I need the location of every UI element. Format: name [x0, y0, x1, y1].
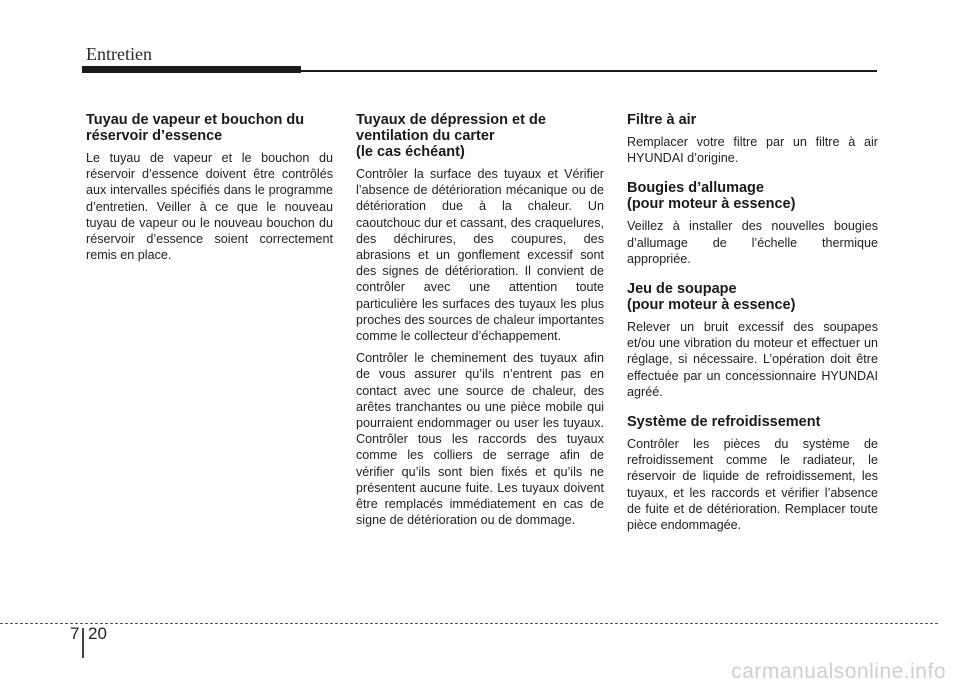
section-heading: Tuyaux de dépression et de ventilation du carter (le cas échéant): [356, 112, 546, 160]
column-1: [86, 112, 333, 269]
page-number: 20: [88, 624, 107, 643]
section-heading: Bougies d’allumage (pour moteur à essence): [627, 180, 796, 213]
section-heading: Système de refroidissement: [627, 414, 821, 431]
section-paragraph: Contrôler la surface des tuyaux et Vérifier l’absence de détérioration mécanique ou de détérioration due à la chaleur. Un caoutchouc dur et cassant, des craquelures, des déchirures, des coupures, des abrasions et un gonflement excessif sont des signes de détérioration. Il convient de contrôler avec une attention toute particulière les surfaces des tuyaux les plus proches des sources de chaleur importantes comme le collecteur d’échappement.: [356, 167, 604, 344]
section-heading: Jeu de soupape (pour moteur à essence): [627, 281, 796, 314]
section-vapor-hose: [86, 112, 333, 263]
section-paragraph: Contrôler les pièces du système de refroidissement comme le radiateur, le réservoir de liquide de refroidissement, les tuyaux, et les raccords et vérifier l’absence de fuite et de détérioration. Remplacer toute pièce endommagée.: [627, 437, 878, 533]
section-paragraph: Veillez à installer des nouvelles bougies d’allumage de l’échelle thermique appropriée.: [627, 219, 878, 266]
chapter-number: 7: [70, 624, 80, 643]
section-spark-plugs: [627, 180, 878, 267]
section-vacuum-hoses: [356, 112, 604, 528]
section-paragraph: Remplacer votre filtre par un filtre à air HYUNDAI d’origine.: [627, 135, 878, 166]
section-cooling-system: [627, 414, 878, 533]
page-title: Entretien: [86, 44, 152, 64]
section-paragraph: Contrôler le cheminement des tuyaux afin de vous assurer qu’ils n’entrent pas en contact avec une source de chaleur, des arêtes tranchantes ou une pièce mobile qui pourraient endommager ou user les tuyaux. Contrôler tous les raccords des tuyaux comme les colliers de serrage afin de vérifier qu’ils sont bien fixés et qu’ils ne présentent aucune fuite. Les tuyaux doivent être remplacés immédiatement en cas de signe de détérioration ou de dommage.: [356, 351, 604, 528]
section-paragraph: Le tuyau de vapeur et le bouchon du réservoir d’essence doivent être contrôlés aux intervalles spécifiés dans le programme d’entretien. Veiller à ce que le nouveau tuyau de vapeur ou le nouveau bouchon du réservoir d’essence soient correctement remis en place.: [86, 151, 333, 263]
footer-dashed-rule: [0, 623, 938, 624]
section-heading: Tuyau de vapeur et bouchon du réservoir d’essence: [86, 112, 305, 144]
header-rule-thin: [301, 70, 877, 72]
section-paragraph: Relever un bruit excessif des soupapes et/ou une vibration du moteur et effectuer un réglage, si nécessaire. L’opération doit être effectuée par un concessionnaire HYUNDAI agréé.: [627, 320, 878, 399]
watermark: carmanualsonline.info: [731, 660, 946, 683]
column-3: [627, 112, 878, 539]
section-valve-clearance: [627, 281, 878, 400]
section-heading: Filtre à air: [627, 112, 697, 128]
footer-divider: [82, 628, 84, 658]
header-rule-thick: [82, 66, 301, 73]
column-2: [356, 112, 604, 534]
section-air-filter: [627, 112, 878, 166]
